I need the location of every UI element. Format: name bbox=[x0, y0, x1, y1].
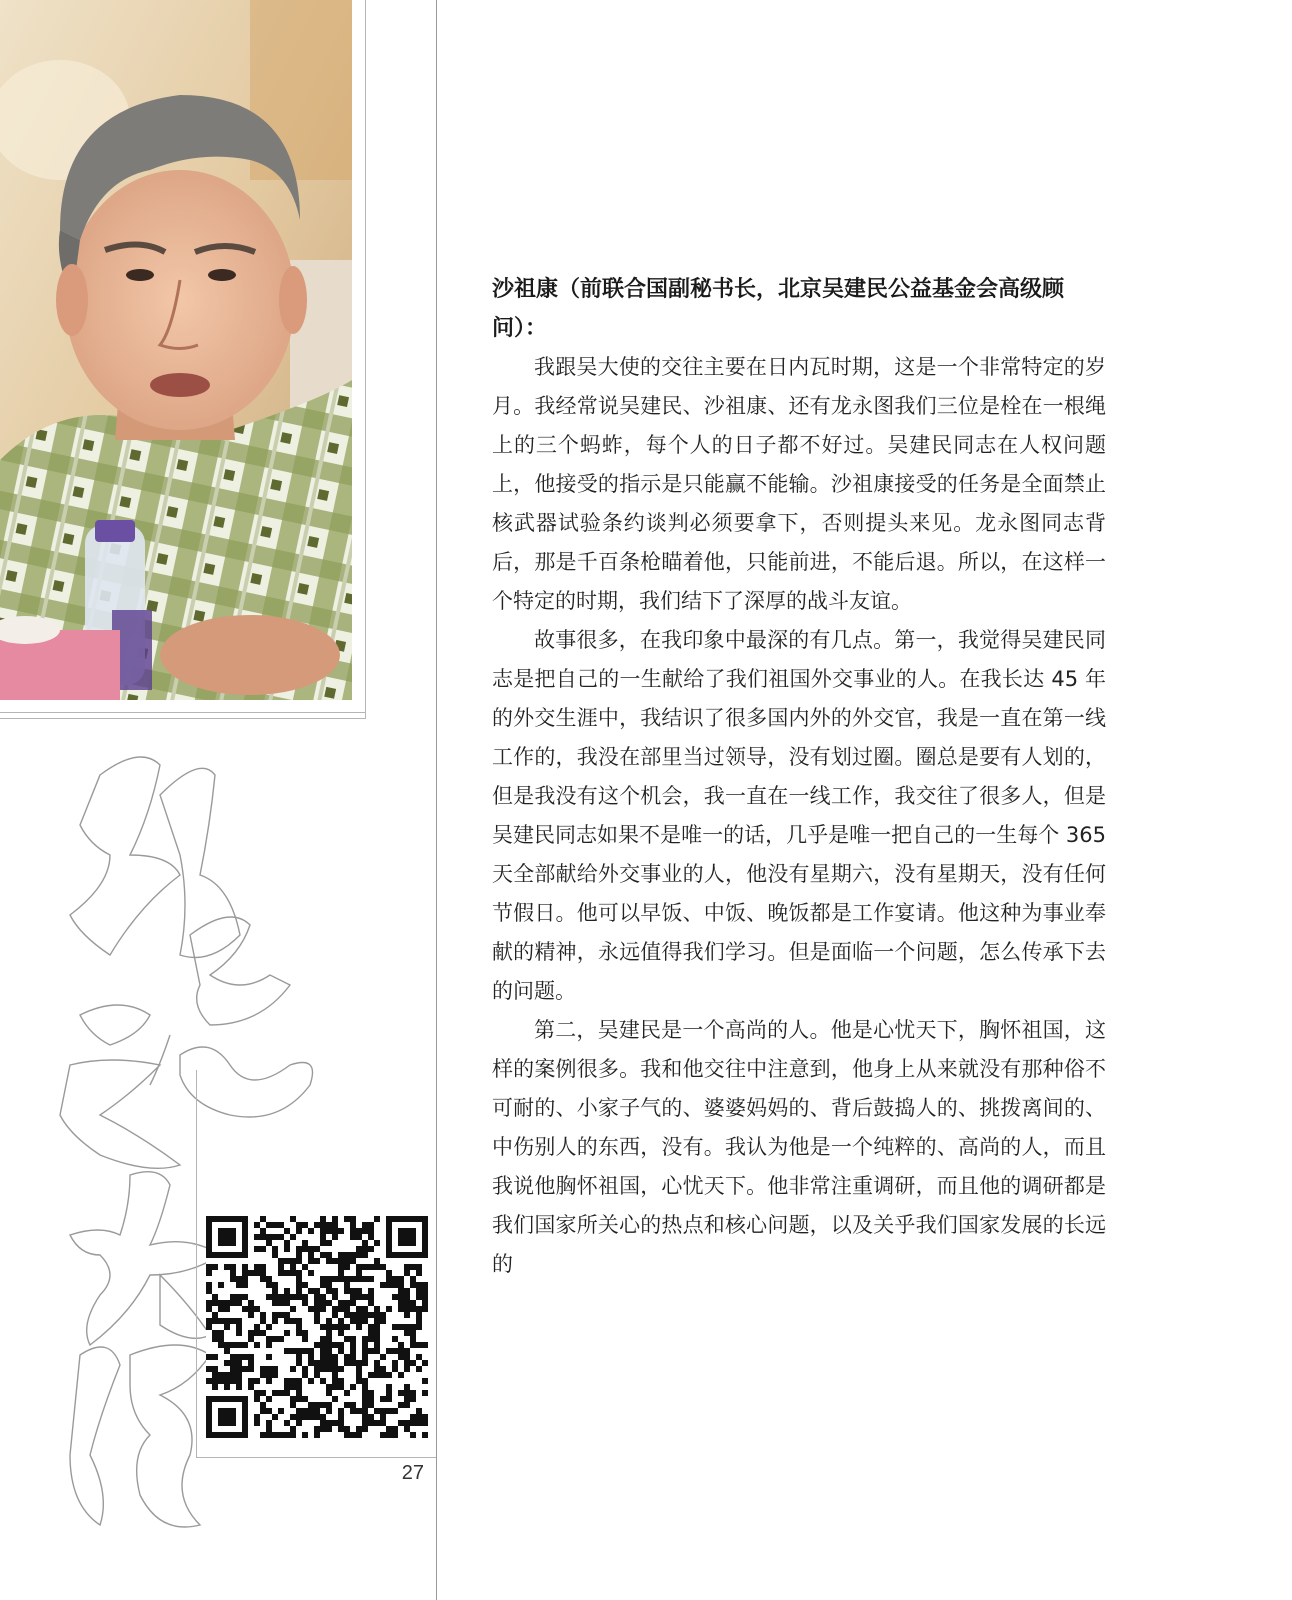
article-heading: 沙祖康（前联合国副秘书长，北京吴建民公益基金会高级顾问）： bbox=[492, 277, 1065, 341]
article-paragraph: 我跟吴大使的交往主要在日内瓦时期，这是一个非常特定的岁月。我经常说吴建民、沙祖康、还有龙永图我们三位是栓在一根绳上的三个蚂蚱，每个人的日子都不好过。吴建民同志在人权问题上，他接受的指示是只能赢不能输。沙祖康接受的任务是全面禁止核武器试验条约谈判必须要拿下，否则提头来见。龙永图同志背后，那是千百条枪瞄着他，只能前进，不能后退。所以，在这样一个特定的时期，我们结下了深厚的战斗友谊。 bbox=[492, 355, 1106, 613]
qr-code[interactable] bbox=[206, 1216, 428, 1438]
page-number: 27 bbox=[401, 1462, 424, 1484]
photo-frame-line bbox=[365, 0, 366, 719]
speaker-photo bbox=[0, 0, 352, 700]
photo-frame-line bbox=[0, 718, 366, 719]
photo-frame-line bbox=[0, 712, 366, 713]
frame-line bbox=[196, 1070, 197, 1458]
frame-line bbox=[196, 1457, 436, 1458]
article-paragraph: 故事很多，在我印象中最深的有几点。第一，我觉得吴建民同志是把自己的一生献给了我们祖国外交事业的人。在我长达 45 年的外交生涯中，我结识了很多国内外的外交官，我是一直在第一线工作的，我没在部里当过领导，没有划过圈。圈总是要有人划的，但是我没有这个机会，我一直在一线工作，我交往了很多人，但是吴建民同志如果不是唯一的话，几乎是唯一把自己的一生每个 365 天全部献给外交事业的人，他没有星期六，没有星期天，没有任何节假日。他可以早饭、中饭、晚饭都是工作宴请。他这种为事业奉献的精神，永远值得我们学习。但是面临一个问题，怎么传承下去的问题。 bbox=[492, 628, 1106, 1003]
article-paragraph: 第二，吴建民是一个高尚的人。他是心忧天下，胸怀祖国，这样的案例很多。我和他交往中注意到，他身上从来就没有那种俗不可耐的、小家子气的、婆婆妈妈的、背后鼓捣人的、挑拨离间的、中伤别人的东西，没有。我认为他是一个纯粹的、高尚的人，而且我说他胸怀祖国，心忧天下。他非常注重调研，而且他的调研都是我们国家所关心的热点和核心问题，以及关乎我们国家发展的长远的 bbox=[492, 1018, 1106, 1276]
column-divider bbox=[436, 0, 437, 1600]
article-body bbox=[492, 270, 1106, 1284]
